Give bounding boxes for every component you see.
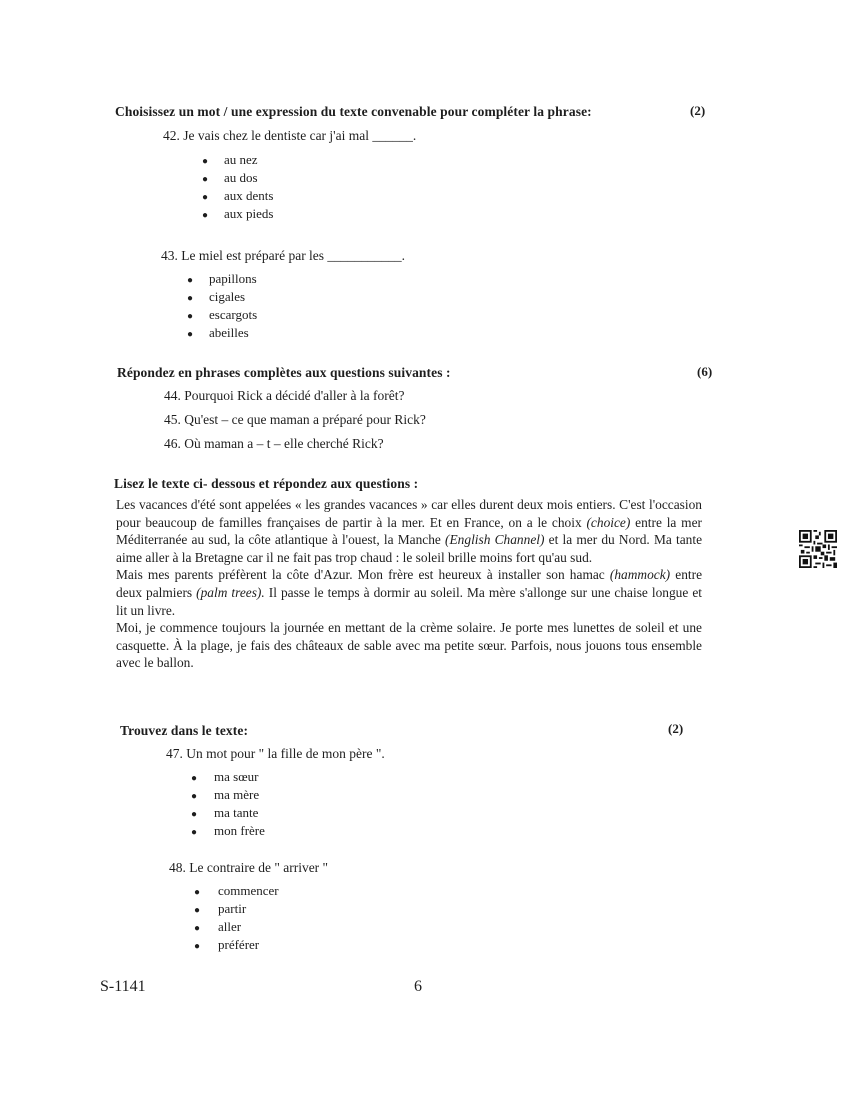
- bullet-icon: ●: [191, 809, 198, 820]
- q43-option-4: abeilles: [209, 325, 249, 340]
- bullet-icon: ●: [194, 941, 201, 952]
- q47-option-3: ma tante: [214, 805, 259, 820]
- q42-option-2: au dos: [224, 170, 258, 185]
- paper-code: S-1141: [100, 978, 146, 995]
- bullet-icon: ●: [202, 192, 209, 203]
- section4-heading: Trouvez dans le texte:: [120, 723, 249, 738]
- section4-marks: (2): [668, 721, 684, 736]
- section3-heading: Lisez le texte ci- dessous et répondez aux questions :: [114, 476, 419, 491]
- bullet-icon: ●: [187, 275, 194, 286]
- gloss-palm-trees: (palm trees).: [196, 584, 265, 600]
- q43-option-2: cigales: [209, 289, 246, 304]
- bullet-icon: ●: [187, 293, 194, 304]
- passage-paragraph-3: Moi, je commence toujours la journée en mettant de la crème solaire. Je porte mes lunettes de soleil et une casquette. À la plage, je fais des châteaux de sable avec ma petite sœur. Parfois, nous jouons tous ensemble avec le ballon.: [116, 620, 702, 671]
- passage-paragraph-2: Mais mes parents préfèrent la côte d'Azur. Mon frère est heureux à installer son hamac (hammock) entre deux palmiers (palm trees). Il passe le temps à dormir au soleil. Ma mère s'allonge sur une chaise longue et lit un livre.: [116, 567, 703, 618]
- q42-option-4: aux pieds: [224, 206, 274, 221]
- bullet-icon: ●: [191, 791, 198, 802]
- gloss-hammock: (hammock): [609, 567, 671, 583]
- bullet-icon: ●: [202, 156, 209, 167]
- bullet-icon: ●: [191, 773, 198, 784]
- question-47: 47. Un mot pour " la fille de mon père ".: [166, 746, 385, 761]
- q48-option-3: aller: [218, 919, 242, 934]
- section1-heading: Choisissez un mot / une expression du texte convenable pour compléter la phrase:: [115, 104, 592, 119]
- bullet-icon: ●: [202, 210, 209, 221]
- bullet-icon: ●: [194, 887, 201, 898]
- section2-heading: Répondez en phrases complètes aux questions suivantes :: [117, 365, 451, 380]
- q43-option-3: escargots: [209, 307, 258, 322]
- q47-option-2: ma mère: [214, 787, 260, 802]
- question-44: 44. Pourquoi Rick a décidé d'aller à la forêt?: [164, 388, 405, 403]
- bullet-icon: ●: [194, 905, 201, 916]
- question-48: 48. Le contraire de " arriver ": [169, 860, 329, 875]
- q47-option-4: mon frère: [214, 823, 265, 838]
- q47-option-1: ma sœur: [214, 769, 259, 784]
- q48-option-4: préférer: [218, 937, 260, 952]
- section2-marks: (6): [697, 364, 713, 379]
- q48-option-2: partir: [218, 901, 247, 916]
- bullet-icon: ●: [194, 923, 201, 934]
- bullet-icon: ●: [187, 311, 194, 322]
- bullet-icon: ●: [187, 329, 194, 340]
- question-43: 43. Le miel est préparé par les ___________.: [161, 248, 406, 263]
- qr-code-icon: [799, 530, 837, 568]
- q42-option-3: aux dents: [224, 188, 274, 203]
- bullet-icon: ●: [191, 827, 198, 838]
- q48-option-1: commencer: [218, 883, 279, 898]
- reading-passage: [116, 496, 702, 672]
- page-number: 6: [414, 978, 422, 995]
- question-42: 42. Je vais chez le dentiste car j'ai mal ______.: [163, 128, 417, 143]
- q42-option-1: au nez: [224, 152, 258, 167]
- passage-paragraph-1: Les vacances d'été sont appelées « les grandes vacances » car elles durent deux mois entiers. C'est l'occasion pour beaucoup de familles françaises de partir à la mer. Et en France, on a le choix (choice) entre la mer Méditerranée au sud, la côte atlantique à l'ouest, la Manche (English Channel) et la mer du Nord. Ma tante aime aller à la Bretagne car il ne fait pas trop chaud : le soleil brille moins fort qu'au sud.: [116, 497, 703, 565]
- question-46: 46. Où maman a – t – elle cherché Rick?: [164, 436, 384, 451]
- gloss-choice: (choice): [586, 514, 631, 530]
- gloss-english-channel: (English Channel): [445, 532, 545, 548]
- section1-marks: (2): [690, 103, 706, 118]
- question-45: 45. Qu'est – ce que maman a préparé pour Rick?: [164, 412, 426, 427]
- q43-option-1: papillons: [209, 271, 257, 286]
- bullet-icon: ●: [202, 174, 209, 185]
